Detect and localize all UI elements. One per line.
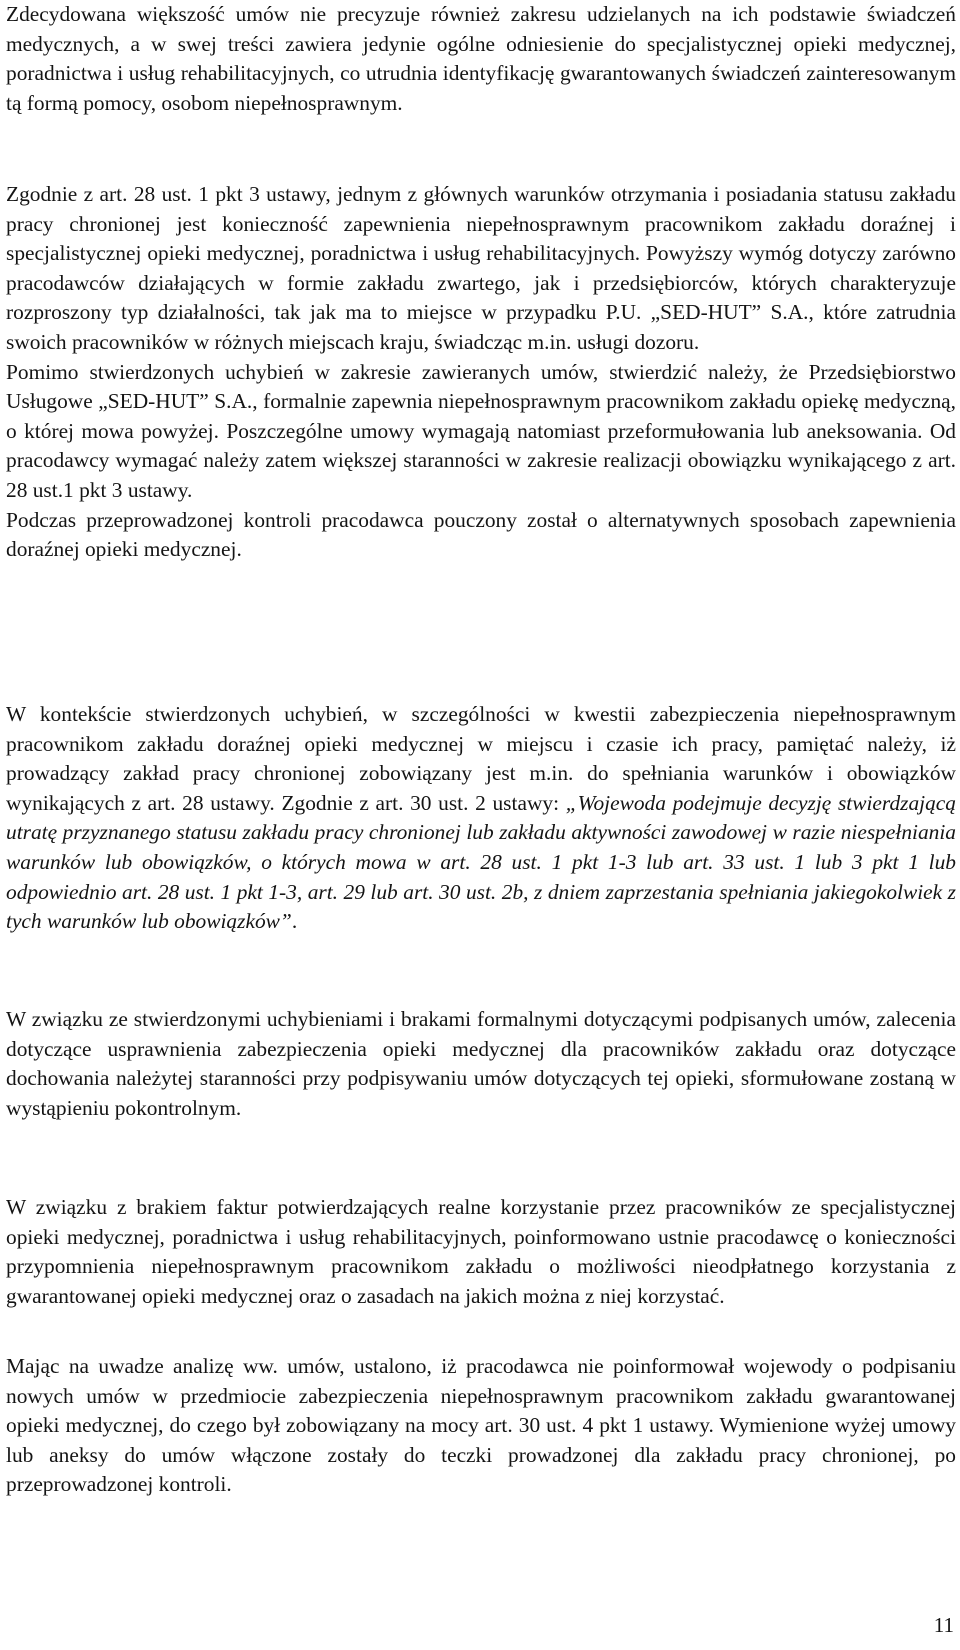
paragraph-art-30-end: . [291, 909, 298, 934]
paragraph-art-28-requirement: Zgodnie z art. 28 ust. 1 pkt 3 ustawy, jednym z głównych warunków otrzymania i posiadania statusu zakładu pracy chronionej jest konieczność zapewnienia niepełnosprawnym pracownikom zakładu doraźnej i specjalistycznej opieki medycznej, poradnictwa i usług rehabilitacyjnych. Powyższy wymóg dotyczy zarówno pracodawców działających w formie zakładu zwartego, jak i przedsiębiorców, których charakteryzuje rozproszony typ działalności, tak jak ma to miejsce w przypadku P.U. „SED-HUT” S.A., które zatrudnia swoich pracowników w różnych miejscach kraju, świadcząc m.in. usługi dozoru. [6, 182, 956, 354]
paragraph-art-30-context [6, 700, 956, 937]
page-number: 11 [933, 1613, 954, 1637]
paragraph-inspection-instruction: Podczas przeprowadzonej kontroli pracodawca pouczony został o alternatywnych sposobach zapewnienia doraźnej opieki medycznej. [6, 507, 956, 562]
paragraph-art-30-lead: W kontekście stwierdzonych uchybień, w szczególności w kwestii zabezpieczenia niepełnosprawnym pracownikom zakładu doraźnej opieki medycznej w miejscu i czasie ich pracy, pamiętać należy, iż prowadzący zakład pracy chronionej zobowiązany jest m.in. do spełniania warunków i obowiązków wynikających z art. 28 ustawy. Zgodnie z art. 30 ust. 2 ustawy: [6, 702, 956, 815]
text-block-4 [6, 1005, 956, 1123]
text-block-2 [6, 180, 956, 565]
legal-quote: „Wojewoda podejmuje decyzję stwierdzającą utratę przyznanego statusu zakładu pracy chronionej lub zakładu aktywności zawodowej w razie niespełniania warunków lub obowiązków, o których mowa w art. 28 ust. 1 pkt 1-3 lub art. 33 ust. 1 lub 3 pkt 1 lub odpowiednio art. 28 ust. 1 pkt 1-3, art. 29 lub art. 30 ust. 2b, z dniem zaprzestania spełniania jakiegokolwiek z tych warunków lub obowiązków” [6, 790, 956, 934]
text-block-6 [6, 1352, 956, 1500]
paragraph-findings-summary: Pomimo stwierdzonych uchybień w zakresie zawieranych umów, stwierdzić należy, że Przedsiębiorstwo Usługowe „SED-HUT” S.A., formalnie zapewnia niepełnosprawnym pracownikom zakładu opiekę medyczną, o której mowa powyżej. Poszczególne umowy wymagają natomiast przeformułowania lub aneksowania. Od pracodawcy wymagać należy zatem większej staranności w zakresie realizacji obowiązku wynikającego z art. 28 ust.1 pkt 3 ustawy. [6, 359, 956, 502]
paragraph-voivode-notification: Mając na uwadze analizę ww. umów, ustalono, iż pracodawca nie poinformował wojewody o podpisaniu nowych umów w przedmiocie zabezpieczenia niepełnosprawnym pracownikom zakładu gwarantowanej opieki medycznej, do czego był zobowiązany na mocy art. 30 ust. 4 pkt 1 ustawy. Wymienione wyżej umowy lub aneksy do umów włączone zostały do teczki prowadzonej dla zakładu pracy chronionej, po przeprowadzonej kontroli. [6, 1354, 956, 1497]
paragraph-contract-scope: Zdecydowana większość umów nie precyzuje również zakresu udzielanych na ich podstawie świadczeń medycznych, a w swej treści zawiera jedynie ogólne odniesienie do specjalistycznej opieki medycznej, poradnictwa i usług rehabilitacyjnych, co utrudnia identyfikację gwarantowanych świadczeń zainteresowanym tą formą pomocy, osobom niepełnosprawnym. [6, 2, 956, 115]
paragraph-recommendations: W związku ze stwierdzonymi uchybieniami i brakami formalnymi dotyczącymi podpisanych umów, zalecenia dotyczące usprawnienia zabezpieczenia opieki medycznej dla pracowników zakładu oraz dotyczące dochowania należytej staranności przy podpisywaniu umów dotyczących tej opieki, sformułowane zostaną w wystąpieniu pokontrolnym. [6, 1007, 956, 1120]
paragraph-invoices: W związku z brakiem faktur potwierdzających realne korzystanie przez pracowników ze specjalistycznej opieki medycznej, poradnictwa i usług rehabilitacyjnych, poinformowano ustnie pracodawcę o konieczności przypomnienia niepełnosprawnym pracownikom zakładu o możliwości nieodpłatnego korzystania z gwarantowanej opieki medycznej oraz o zasadach na jakich można z niej korzystać. [6, 1195, 956, 1308]
text-block-5 [6, 1193, 956, 1311]
text-block-3 [6, 700, 956, 937]
text-block-1 [6, 0, 956, 118]
